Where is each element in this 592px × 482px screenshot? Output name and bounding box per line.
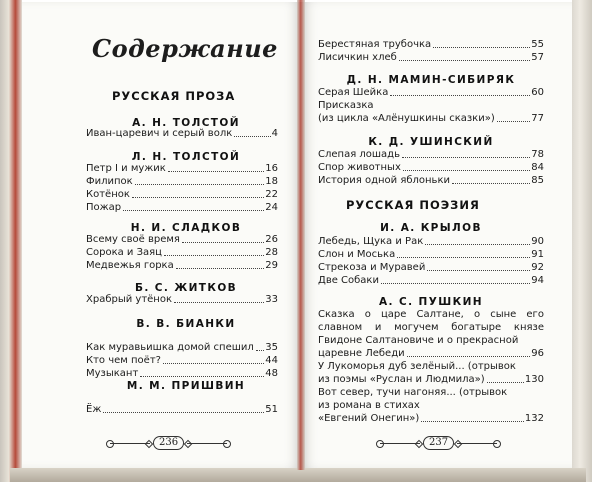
toc-entry[interactable]: Спор животных 84 [318, 162, 544, 173]
book-page-edges-right [572, 0, 592, 482]
toc-entry[interactable]: Филипок 18 [86, 176, 278, 187]
toc-entry[interactable]: Музыкант 48 [86, 368, 278, 379]
toc-entry[interactable]: Слепая лошадь 78 [318, 149, 544, 160]
toc-entry[interactable]: «Евгений Онегин») 132 [318, 413, 544, 424]
page-number-left [110, 436, 227, 450]
section-heading-poetry: РУССКАЯ ПОЭЗИЯ [346, 198, 480, 212]
toc-entry-line: из романа в стихах [318, 400, 420, 411]
page-number-text: 236 [153, 436, 184, 450]
ornament-line [457, 443, 497, 444]
toc-entry[interactable]: Слон и Моська 91 [318, 249, 544, 260]
author-heading: В. В. БИАНКИ [136, 318, 236, 330]
toc-entry-line: славном и могучем богатыре князе [318, 322, 544, 333]
author-heading: А. Н. ТОЛСТОЙ [132, 117, 240, 129]
toc-entry[interactable]: Стрекоза и Муравей 92 [318, 262, 544, 273]
toc-entry[interactable]: Медвежья горка 29 [86, 260, 278, 271]
page-number-text: 237 [423, 436, 454, 450]
toc-entry[interactable]: (из цикла «Алёнушкины сказки») 77 [318, 113, 544, 124]
toc-entry-line: Присказка [318, 100, 374, 111]
author-heading: К. Д. УШИНСКИЙ [368, 136, 494, 148]
toc-entry[interactable]: из поэмы «Руслан и Людмила») 130 [318, 374, 544, 385]
toc-entry-line: У Лукоморья дуб зелёный... (отрывок [318, 361, 516, 372]
toc-entry[interactable]: Иван-царевич и серый волк 4 [86, 128, 278, 139]
ornament-line [380, 443, 420, 444]
toc-entry[interactable]: Всему своё время 26 [86, 234, 278, 245]
toc-entry[interactable]: Сорока и Заяц 28 [86, 247, 278, 258]
author-heading: И. А. КРЫЛОВ [380, 222, 482, 234]
book-page-edges-bottom [10, 468, 586, 482]
toc-entry[interactable]: Серая Шейка 60 [318, 87, 544, 98]
ornament-line [187, 443, 227, 444]
section-heading-prose: РУССКАЯ ПРОЗА [112, 89, 236, 103]
book-spine [297, 0, 305, 470]
toc-entry-line: Сказка о царе Салтане, о сыне его [318, 309, 544, 320]
author-heading: А. С. ПУШКИН [379, 296, 483, 308]
toc-entry[interactable]: Лисичкин хлеб 57 [318, 52, 544, 63]
toc-entry[interactable]: Петр I и мужик 16 [86, 163, 278, 174]
toc-entry[interactable]: Ёж 51 [86, 404, 278, 415]
ornament-line [110, 443, 150, 444]
author-heading: Л. Н. ТОЛСТОЙ [131, 151, 241, 163]
toc-entry[interactable]: Пожар 24 [86, 202, 278, 213]
page-title: Содержание [92, 34, 278, 63]
toc-entry[interactable]: Две Собаки 94 [318, 275, 544, 286]
toc-entry[interactable]: Храбрый утёнок 33 [86, 294, 278, 305]
toc-entry[interactable]: История одной яблоньки 85 [318, 175, 544, 186]
author-heading: Б. С. ЖИТКОВ [134, 282, 238, 294]
toc-entry[interactable]: царевне Лебеди 96 [318, 348, 544, 359]
toc-entry[interactable]: Как муравьишка домой спешил 35 [86, 342, 278, 353]
toc-entry[interactable]: Кто чем поёт? 44 [86, 355, 278, 366]
toc-entry-line: Вот север, тучи нагоняя... (отрывок [318, 387, 508, 398]
book-cover-edge-left [0, 0, 22, 482]
toc-entry[interactable]: Берестяная трубочка 55 [318, 39, 544, 50]
toc-entry[interactable]: Лебедь, Щука и Рак 90 [318, 236, 544, 247]
author-heading: Д. Н. МАМИН-СИБИРЯК [346, 74, 516, 86]
page-number-right [380, 436, 497, 450]
toc-entry-line: Гвидоне Салтановиче и о прекрасной [318, 335, 519, 346]
author-heading: М. М. ПРИШВИН [126, 380, 246, 392]
toc-entry[interactable]: Котёнок 22 [86, 189, 278, 200]
author-heading: Н. И. СЛАДКОВ [130, 222, 242, 234]
